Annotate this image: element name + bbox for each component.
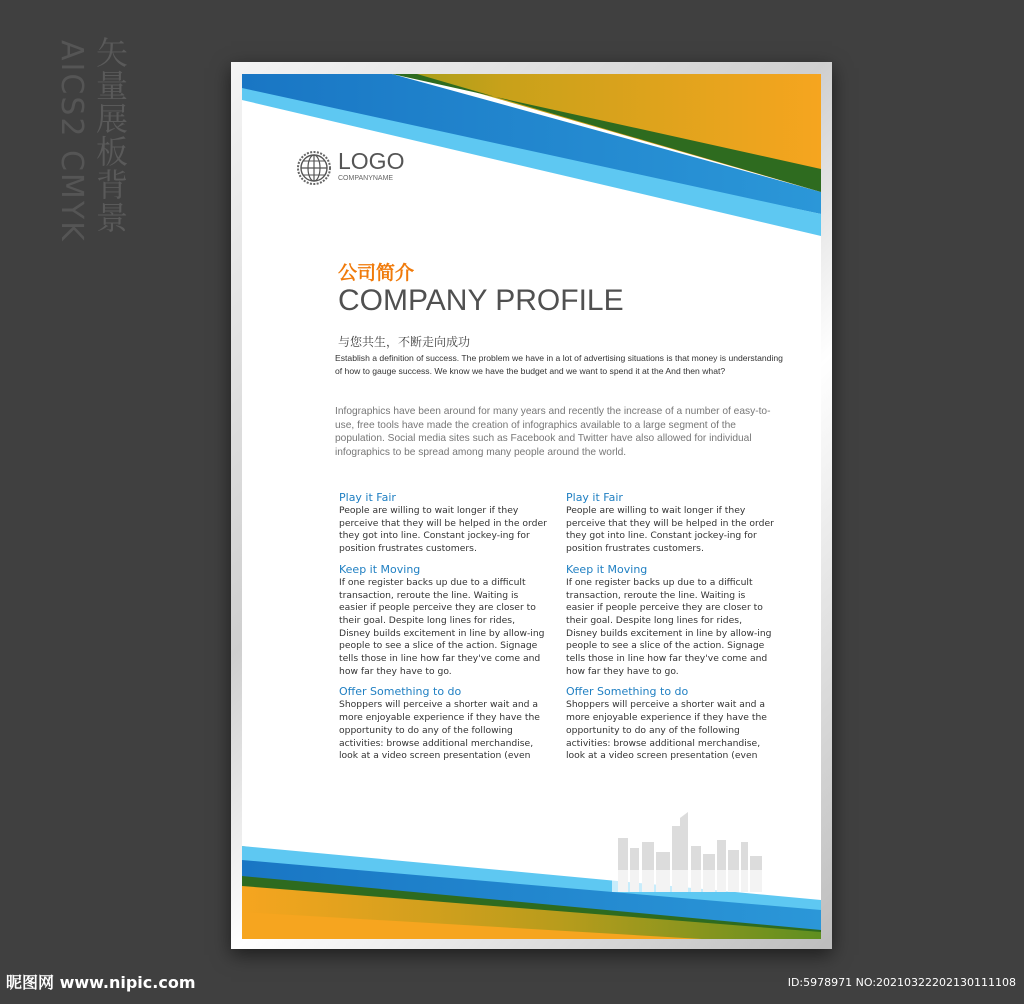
title-zh: 公司简介 (338, 262, 415, 284)
city-skyline-graphic (612, 812, 772, 892)
lead-paragraph: Establish a definition of success. The problem we have in a lot of advertising situations is that money is understanding of how to gauge success. We know we have the budget and we want to spend it at the And then what? (335, 353, 783, 376)
slogan: 与您共生，不断走向成功 (338, 335, 471, 349)
section-keep-it-moving (339, 563, 549, 679)
section-heading: Play it Fair (339, 491, 396, 504)
logo-text: LOGO (338, 148, 405, 174)
section-body: People are willing to wait longer if they perceive that they will be helped in the order they got into line. Constant jockey-ing for position frustrates customers. (339, 505, 547, 555)
section-play-it-fair (339, 491, 549, 556)
section-offer-something (566, 685, 776, 763)
section-keep-it-moving (566, 563, 776, 679)
section-body: If one register backs up due to a difficult transaction, reroute the line. Waiting is easier if people perceive they are closer to their goal. Despite long lines for rides, Disney builds excitement in line by allow-ing people to see a slice of the action. Signage tells those in line how far they've come and how far they have to go. (339, 576, 545, 677)
section-body: Shoppers will perceive a shorter wait and a more enjoyable experience if they have the opportunity to do any of the following activities: browse additional merchandise, look at a video screen presentation (even (566, 699, 767, 762)
intro-paragraph: Infographics have been around for many years and recently the increase of a number of easy-to-use, free tools have made the creation of infographics available to a large segment of the population. Social media sites such as Facebook and Twitter have also allowed for individual infographics to be spread among many people around the world. (335, 406, 771, 458)
side-caption-en: AICS2 CMYK (54, 40, 89, 243)
globe-icon (296, 150, 332, 186)
watermark-site: 昵图网 www.nipic.com (6, 973, 196, 992)
poster-panel (242, 74, 821, 939)
section-offer-something (339, 685, 549, 763)
section-body: Shoppers will perceive a shorter wait and a more enjoyable experience if they have the opportunity to do any of the following activities: browse additional merchandise, look at a video screen presentation (even (339, 699, 540, 762)
section-body: People are willing to wait longer if they perceive that they will be helped in the order they got into line. Constant jockey-ing for position frustrates customers. (566, 505, 774, 555)
watermark-id: ID:5978971 NO:20210322202130111108 (787, 976, 1016, 989)
section-heading: Offer Something to do (339, 685, 462, 699)
side-caption (50, 36, 140, 276)
right-column (566, 491, 776, 770)
section-heading: Offer Something to do (566, 685, 689, 699)
section-heading: Keep it Moving (566, 562, 648, 576)
section-heading: Play it Fair (566, 491, 623, 504)
company-name: COMPANYNAME (338, 175, 394, 182)
left-column (339, 491, 549, 770)
section-body: If one register backs up due to a difficult transaction, reroute the line. Waiting is easier if people perceive they are closer to their goal. Despite long lines for rides, Disney builds excitement in line by allow-ing people to see a slice of the action. Signage tells those in line how far they've come and how far they have to go. (566, 576, 772, 677)
side-caption-zh: 矢量展板背景 (91, 36, 129, 234)
section-play-it-fair (566, 491, 776, 556)
page-title: COMPANY PROFILE (338, 284, 624, 317)
section-heading: Keep it Moving (339, 562, 421, 576)
